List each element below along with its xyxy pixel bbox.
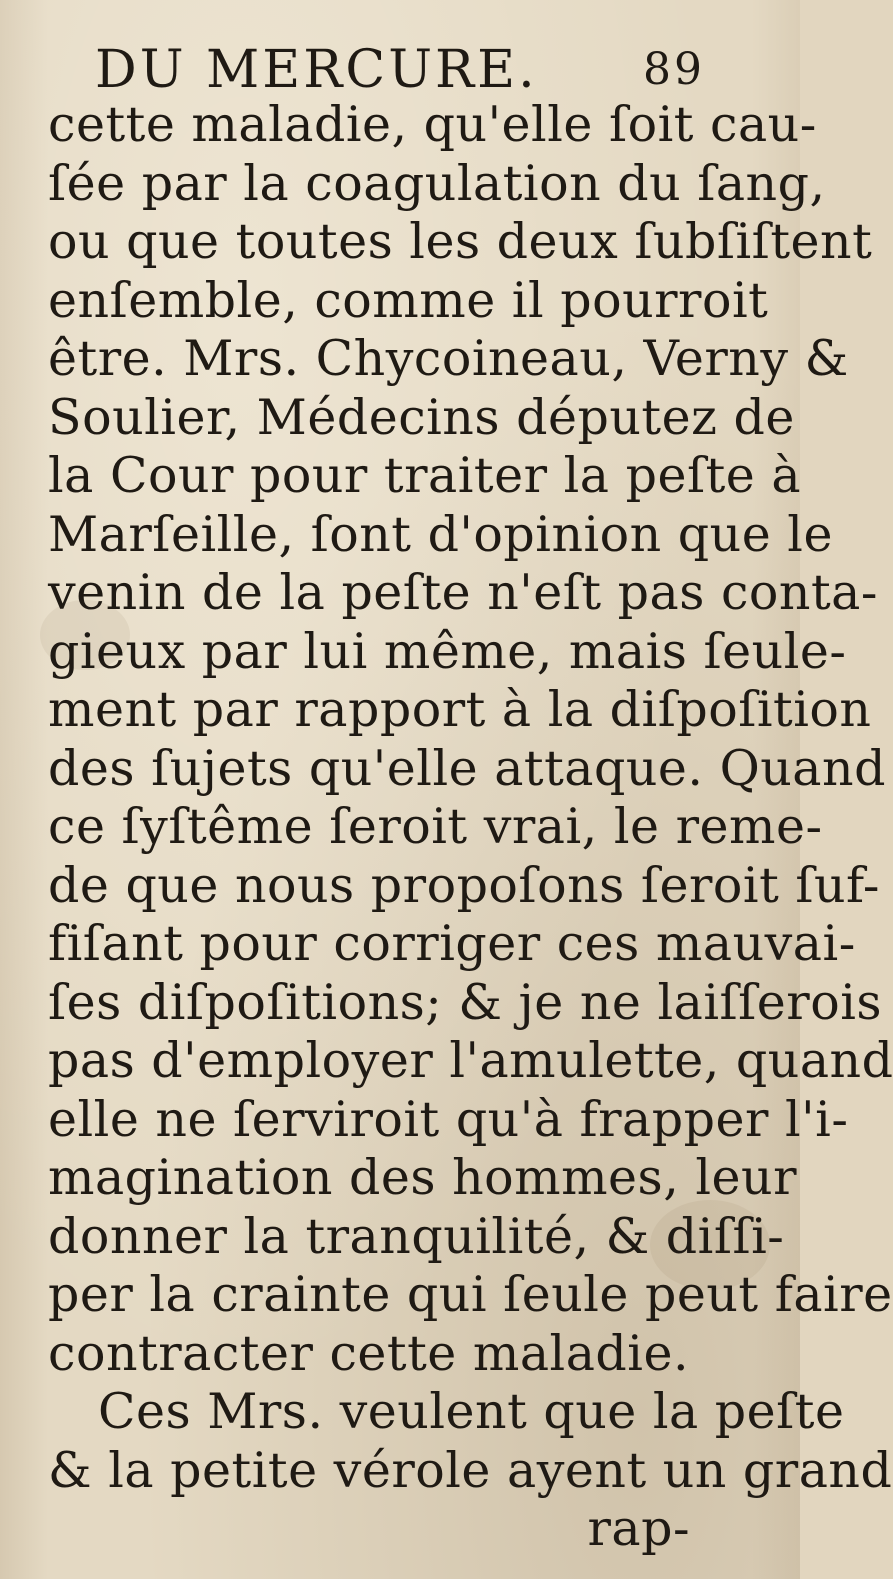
text-line: ment par rapport à la diſpoſition — [48, 681, 872, 738]
text-line: ou que toutes les deux ſubſiſtent — [48, 213, 873, 270]
catchword: rap- — [587, 1500, 690, 1557]
body-text — [20, 96, 893, 1559]
text-line: gieux par lui même, mais ſeule- — [48, 622, 847, 680]
text-line: ſes diſpoſitions; & je ne laiſſerois — [48, 973, 883, 1031]
text-line: de que nous propoſons ſeroit ſuf- — [48, 856, 880, 914]
text-line: per la crainte qui ſeule peut faire — [48, 1266, 893, 1323]
text-line: & la petite vérole ayent un grand — [48, 1441, 893, 1499]
text-line: enſemble, comme il pourroit — [48, 271, 769, 329]
text-line: elle ne ſerviroit qu'à frapper l'i- — [48, 1090, 849, 1148]
running-head-title: DU MERCURE. — [95, 40, 538, 100]
text-line: venin de la peſte n'eſt pas conta- — [48, 564, 878, 621]
text-line: la Cour pour traiter la peſte à — [48, 447, 802, 504]
text-line: Marſeille, ſont d'opinion que le — [48, 505, 833, 563]
text-line: donner la tranquilité, & diſſi- — [48, 1207, 785, 1265]
text-line: pas d'employer l'amulette, quand — [48, 1032, 893, 1089]
text-line: être. Mrs. Chycoineau, Verny & — [48, 330, 849, 387]
page-number: 89 — [643, 44, 705, 95]
text-line: Soulier, Médecins députez de — [48, 388, 795, 446]
text-line: ſée par la coagulation du ſang, — [48, 154, 826, 212]
text-line: Ces Mrs. veulent que la peſte — [98, 1383, 845, 1440]
text-line: cette maladie, qu'elle ſoit cau- — [48, 96, 817, 153]
text-line: des ſujets qu'elle attaque. Quand — [48, 739, 886, 797]
text-line: contracter cette maladie. — [48, 1324, 690, 1382]
text-line: ce ſyſtême ſeroit vrai, le reme- — [48, 798, 823, 855]
text-line: magination des hommes, leur — [48, 1149, 798, 1206]
running-head — [95, 40, 715, 100]
text-line: fiſant pour corriger ces mauvai- — [48, 915, 856, 972]
